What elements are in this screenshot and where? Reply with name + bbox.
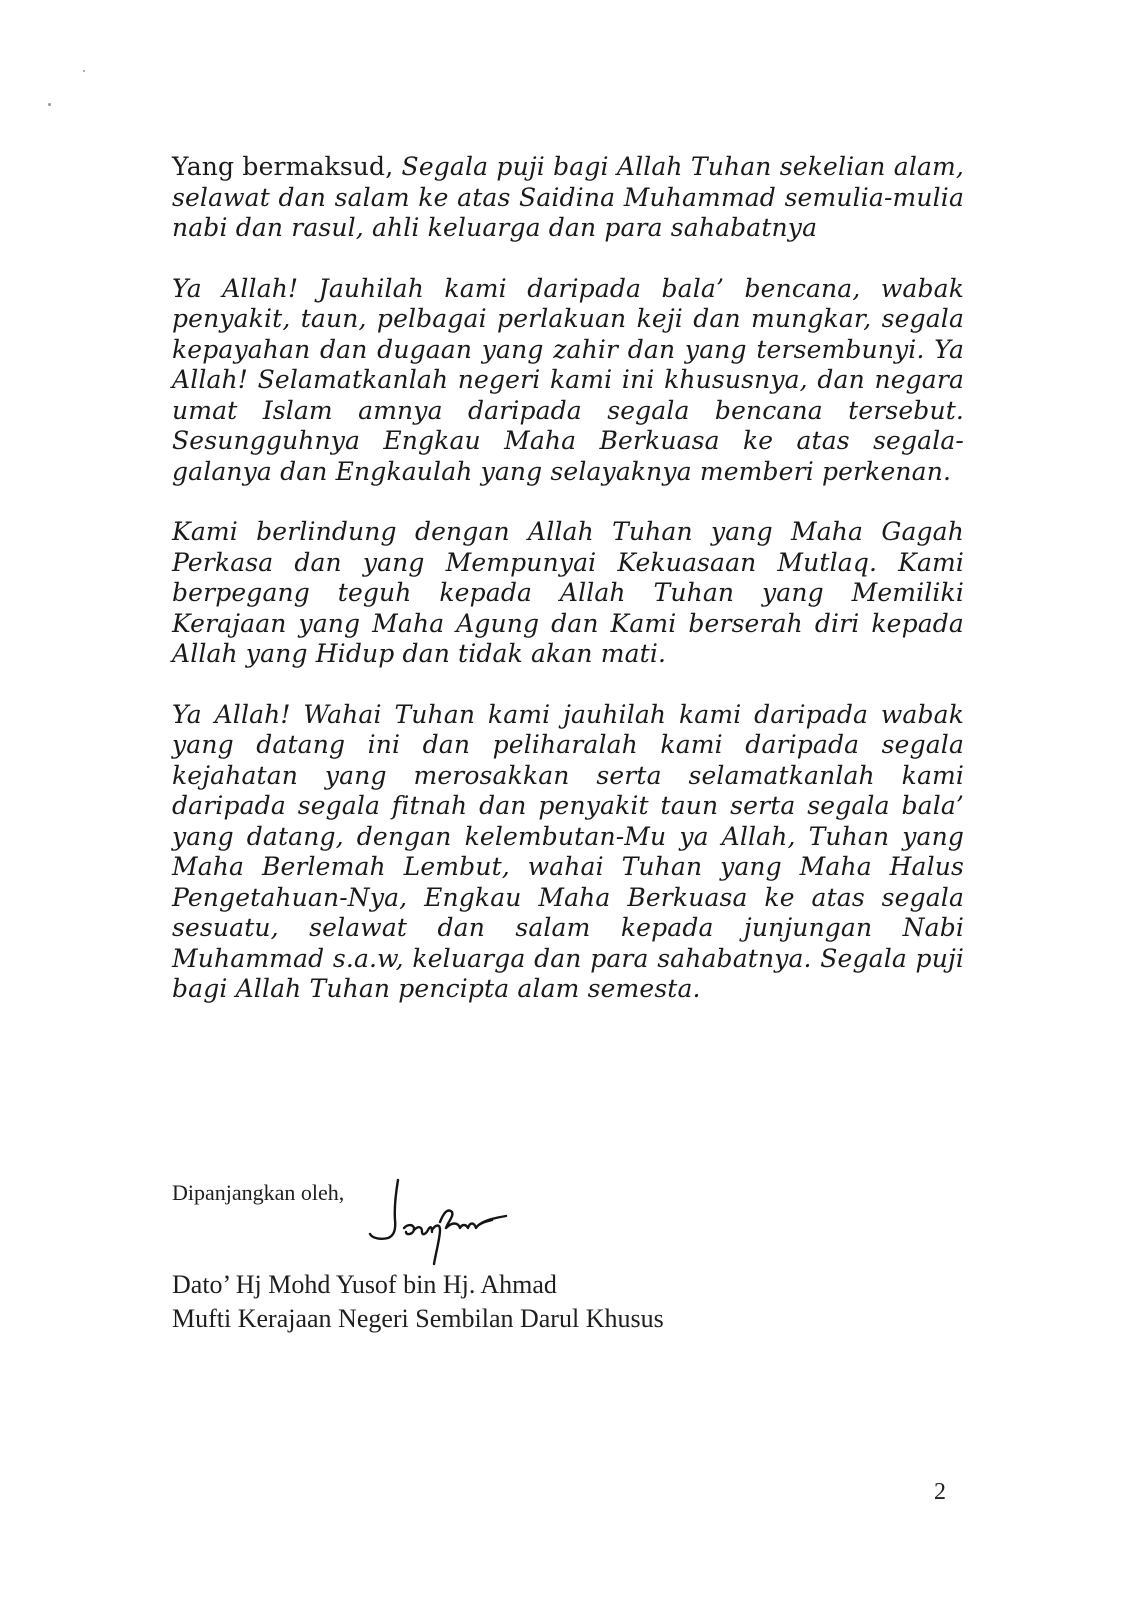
signatory-title: Mufti Kerajaan Negeri Sembilan Darul Khusus xyxy=(172,1304,664,1333)
page-number: 2 xyxy=(934,1479,946,1505)
signatory-name: Dato’ Hj Mohd Yusof bin Hj. Ahmad xyxy=(172,1270,557,1299)
handwritten-signature xyxy=(360,1172,520,1272)
paragraph-closing-prayer xyxy=(172,700,964,1005)
signatory-block xyxy=(172,1268,664,1336)
paragraph-text: Ya Allah! Jauhilah kami daripada bala’ bencana, wabak penyakit, taun, pelbagai perlakuan keji dan mungkar, segala kepayahan dan dugaan yang zahir dan yang tersembunyi. Ya Allah! Selamatkanlah negeri kami ini khususnya, dan negara umat Islam amnya daripada segala bencana tersebut. Sesungguhnya Engkau Maha Berkuasa ke atas segala-galanya dan Engkaulah yang selayaknya memberi perkenan. xyxy=(172,273,964,486)
letter-body xyxy=(172,152,964,1035)
paragraph-translation xyxy=(172,152,964,244)
paragraph-lead: Yang bermaksud, xyxy=(172,152,402,181)
scan-speck xyxy=(83,70,85,72)
closing-line: Dipanjangkan oleh, xyxy=(172,1180,345,1205)
paragraph-text: Ya Allah! Wahai Tuhan kami jauhilah kami daripada wabak yang datang ini dan peliharalah kami daripada segala kejahatan yang merosakkan serta selamatkanlah kami daripada segala fitnah dan penyakit taun serta segala bala’ yang datang, dengan kelembutan-Mu ya Allah, Tuhan yang Maha Berlemah Lembut, wahai Tuhan yang Maha Halus Pengetahuan-Nya, Engkau Maha Berkuasa ke atas segala sesuatu, selawat dan salam kepada junjungan Nabi Muhammad s.a.w, keluarga dan para sahabatnya. Segala puji bagi Allah Tuhan pencipta alam semesta. xyxy=(172,699,964,1003)
paragraph-refuge xyxy=(172,517,964,670)
paragraph-prayer-protection xyxy=(172,274,964,488)
scan-speck xyxy=(48,103,51,106)
paragraph-text: Segala puji bagi Allah Tuhan sekelian alam, selawat dan salam ke atas Saidina Muhammad semulia-mulia nabi dan rasul, ahli keluarga dan para sahabatnya xyxy=(172,152,964,242)
paragraph-text: Kami berlindung dengan Allah Tuhan yang Maha Gagah Perkasa dan yang Mempunyai Kekuasaan Mutlaq. Kami berpegang teguh kepada Allah Tuhan yang Memiliki Kerajaan yang Maha Agung dan Kami berserah diri kepada Allah yang Hidup dan tidak akan mati. xyxy=(172,517,964,668)
